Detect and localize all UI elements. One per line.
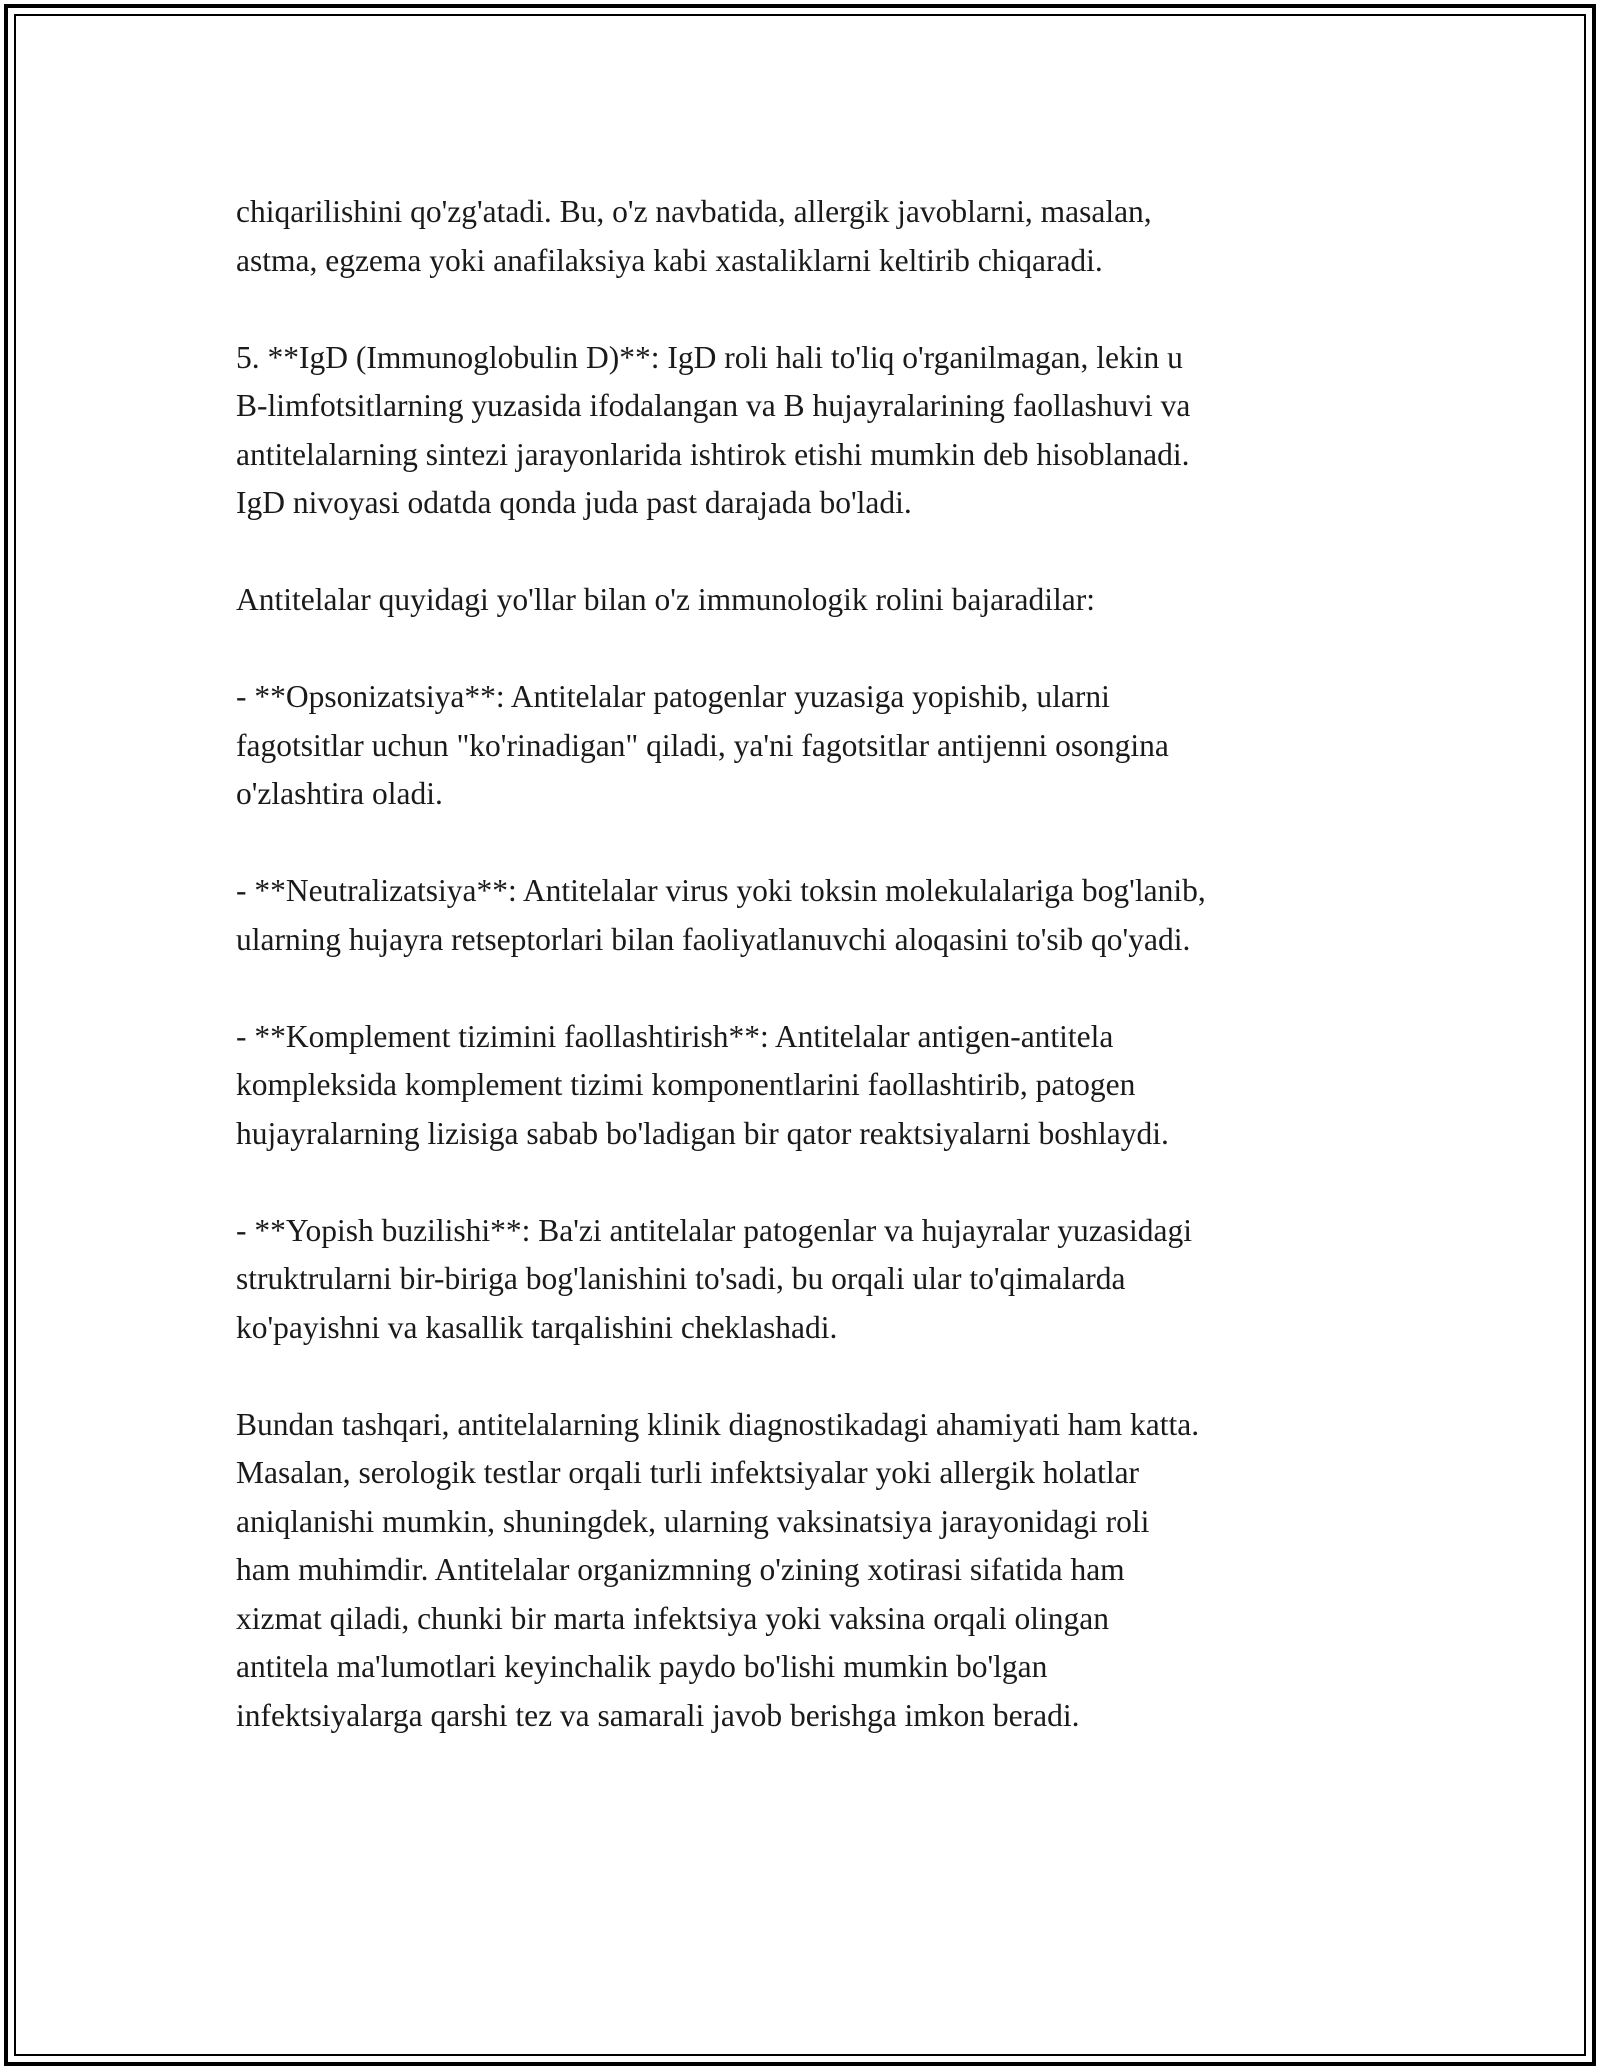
text-line: fagotsitlar uchun "ko'rinadigan" qiladi, ya'ni fagotsitlar antijenni osongina (236, 727, 1169, 763)
text-line: ularning hujayra retseptorlari bilan faoliyatlanuvchi aloqasini to'sib qo'yadi. (236, 921, 1191, 957)
paragraph-roles-intro (236, 576, 1386, 625)
text-line: astma, egzema yoki anafilaksiya kabi xastaliklarni keltirib chiqaradi. (236, 242, 1103, 278)
text-line: xizmat qiladi, chunki bir marta infektsiya yoki vaksina orqali olingan (236, 1600, 1110, 1636)
text-line: kompleksida komplement tizimi komponentlarini faollashtirib, patogen (236, 1067, 1136, 1102)
text-line: Bundan tashqari, antitelalarning klinik diagnostikadagi ahamiyati ham katta. (236, 1406, 1200, 1442)
paragraph-diagnostics (236, 1401, 1386, 1741)
text-line: hujayralarning lizisiga sabab bo'ladigan bir qator reaktsiyalarni boshlaydi. (236, 1115, 1169, 1151)
text-line: aniqlanishi mumkin, shuningdek, ularning vaksinatsiya jarayonidagi roli (236, 1503, 1150, 1539)
text-line: chiqarilishini qo'zg'atadi. Bu, o'z navbatida, allergik javoblarni, masalan, (236, 194, 1152, 229)
paragraph-blocking (236, 1207, 1386, 1353)
paragraph-neutralization (236, 867, 1386, 964)
paragraph-igd (236, 334, 1386, 528)
text-line: - **Komplement tizimini faollashtirish**: Antitelalar antigen-antitela (236, 1018, 1114, 1054)
text-line: ham muhimdir. Antitelalar organizmning o'zining xotirasi sifatida ham (236, 1552, 1125, 1587)
paragraph-ige-continuation (236, 188, 1386, 285)
text-line: Masalan, serologik testlar orqali turli infektsiyalar yoki allergik holatlar (236, 1455, 1140, 1490)
text-line: o'zlashtira oladi. (236, 776, 443, 811)
text-line: ko'payishni va kasallik tarqalishini cheklashadi. (236, 1309, 838, 1345)
text-line: B-limfotsitlarning yuzasida ifodalangan va B hujayralarining faollashuvi va (236, 388, 1191, 423)
text-line: 5. **IgD (Immunoglobulin D)**: IgD roli hali to'liq o'rganilmagan, lekin u (236, 339, 1183, 375)
text-line: antitelalarning sintezi jarayonlarida ishtirok etishi mumkin deb hisoblanadi. (236, 436, 1190, 472)
text-line: - **Neutralizatsiya**: Antitelalar virus yoki toksin molekulalariga bog'lanib, (236, 873, 1206, 908)
text-line: - **Opsonizatsiya**: Antitelalar patogenlar yuzasiga yopishib, ularni (236, 679, 1110, 714)
text-line: Antitelalar quyidagi yo'llar bilan o'z immunologik rolini bajaradilar: (236, 582, 1096, 617)
text-line: infektsiyalarga qarshi tez va samarali javob berishga imkon beradi. (236, 1697, 1080, 1733)
text-line: IgD nivoyasi odatda qonda juda past darajada bo'ladi. (236, 485, 912, 520)
text-line: antitela ma'lumotlari keyinchalik paydo bo'lishi mumkin bo'lgan (236, 1649, 1048, 1684)
document-body (236, 188, 1386, 1740)
paragraph-complement (236, 1013, 1386, 1159)
text-line: - **Yopish buzilishi**: Ba'zi antitelalar patogenlar va hujayralar yuzasidagi (236, 1212, 1192, 1248)
paragraph-opsonization (236, 673, 1386, 819)
text-line: struktrularni bir-biriga bog'lanishini to'sadi, bu orqali ular to'qimalarda (236, 1261, 1126, 1296)
